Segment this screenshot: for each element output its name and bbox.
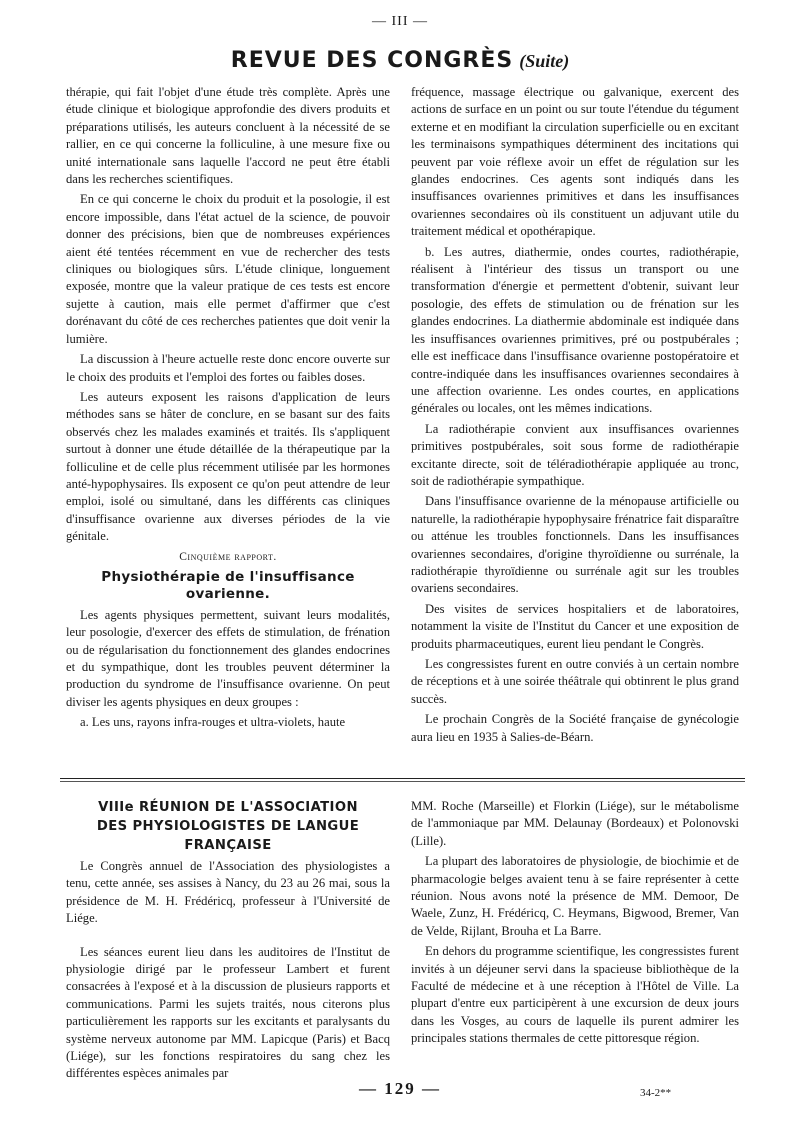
paragraph: fréquence, massage électrique ou galvanique, exercent des actions de surface en un point ou sur toute l'étendue du tégument externe et en modifiant la circulation superficielle ou en excitant les terminaisons sympathiques déterminent des incitations qui peuvent par voie réflexe avoir un effet de régulation sur les glandes endocrines. Ces agents sont indiqués dans les insuffisances ovariennes primitives et dans les insuffisances ovariennes secondaires où ils constituent un adjuvant utile du traitement médical et opothérapique. — [411, 85, 739, 239]
bottom-right-column — [411, 798, 739, 1051]
paragraph: Les séances eurent lieu dans les auditoires de l'Institut de physiologie dirigé par le professeur Lambert et furent consacrées à l'exposé et à la discussion de plusieurs rapports et communications. Parmi les sujets traités, nous citerons plus particulièrement les rapports sur les excitants et paralysants du système nerveux autonome par MM. Lapicque (Paris) et Bacq (Liége), sur les fonctions respiratoires du sang chez les différentes espèces animales par — [66, 944, 390, 1081]
paragraph: thérapie, qui fait l'objet d'une étude très complète. Après une étude clinique et biologique approfondie des divers produits et préparations utilisés, les auteurs concluent à la nécessité de se rallier, en ce qui concerne la folliculine, à une mesure fixe ou unité internationale sans laquelle l'accord ne peut être établi dans les recherches scientifiques. — [66, 85, 390, 187]
paragraph: MM. Roche (Marseille) et Florkin (Liége), sur le métabolisme de l'ammoniaque par MM. Delaunay (Bordeaux) et Polonovski (Lille). — [411, 799, 739, 848]
paragraph: b. Les autres, diathermie, ondes courtes, radiothérapie, réalisent à l'intérieur des tissus un transport ou une transformation d'énergie et permettent d'obtenir, suivant leur posologie, des effets de stimulation ou de frénation sur les glandes endocrines. La diathermie abdominale est indiquée dans les insuffisances ovariennes primitives, pré ou postpubérales ; elle est inefficace dans l'insuffisance ovarienne postopératoire et contre-indiquée dans les insuffisances ovariennes secondaires à une affection ovarienne. Les ondes courtes, en applications générales ou locales, ont les mêmes indications. — [411, 244, 739, 416]
reunion-heading — [66, 798, 390, 855]
rapport-label: Cinquième rapport. — [179, 550, 277, 563]
top-right-column — [411, 84, 739, 749]
page-code: 34-2** — [640, 1087, 672, 1099]
roman-page-marker: — III — — [372, 14, 428, 29]
section-heading: Physiothérapie de l'insuffisance ovarienne. — [101, 568, 355, 603]
section-divider-thin — [60, 781, 745, 782]
journal-title-suite: (Suite) — [519, 51, 570, 71]
paragraph: Le prochain Congrès de la Société française de gynécologie aura lieu en 1935 à Salies-de-Béarn. — [411, 712, 739, 744]
paragraph: La discussion à l'heure actuelle reste donc encore ouverte sur le choix des produits et l'emploi des fortes ou faibles doses. — [66, 352, 390, 384]
paragraph: Des visites de services hospitaliers et de laboratoires, notamment la visite de l'Institut du Cancer et une exposition de produits pharmaceutiques, eurent lieu pendant le Congrès. — [411, 601, 739, 651]
bottom-left-column — [66, 798, 390, 1086]
paragraph: La radiothérapie convient aux insuffisances ovariennes primitives postpubérales, soit sous forme de radiothérapie excitante directe, soit de téléradiothérapie appliquée au tronc, soit de radiothérapie sympathique. — [411, 421, 739, 488]
paragraph: En ce qui concerne le choix du produit et la posologie, il est encore impossible, dans l'état actuel de la science, de pouvoir donner des précisions, bien que de nombreuses expériences aient été tentées récemment en vue de rechercher des tests cliniques ou biologiques sûrs. L'étude clinique, longuement exposée, montre que la valeur pratique de ces tests est encore sujette à caution, mais elle permet d'affirmer que c'est dorénavant du côté de ces recherches patientes que doit venir la lumière. — [66, 192, 390, 346]
paragraph: En dehors du programme scientifique, les congressistes furent invités à un déjeuner servi dans la spacieuse bibliothèque de la Faculté de médecine et à une réception à l'Hôtel de Ville. La plupart d'entre eux participèrent à une excursion de deux jours dans les Vosges, au cours de laquelle ils purent admirer les principales stations thermales de cette pittoresque région. — [411, 944, 739, 1046]
page-number: — 129 — — [359, 1079, 441, 1098]
journal-title — [0, 48, 800, 73]
paragraph: a. Les uns, rayons infra-rouges et ultra-violets, haute — [80, 715, 346, 730]
paragraph: Dans l'insuffisance ovarienne de la ménopause artificielle ou naturelle, la radiothérapie hypophysaire frénatrice fait disparaître ou atténue les troubles fonctionnels. Dans les insuffisances ovariennes secondaires, d'origine thyroïdienne ou surrénale, la radiothérapie thyroïdienne ou surrénale agit sur les troubles ovariens secondaires. — [411, 494, 739, 596]
top-left-column — [66, 84, 390, 735]
paragraph: La plupart des laboratoires de physiologie, de biochimie et de pharmacologie belges avaient tenu à se faire représenter à cette réunion. Nous avons noté la présence de MM. Demoor, De Waele, Zunz, H. Frédéricq, C. Heymans, Bigwood, Bremer, Van de Velde, Rijlant, Brouha et La Barre. — [411, 854, 739, 938]
reunion-heading-line2: DES PHYSIOLOGISTES DE LANGUE FRANÇAISE — [96, 819, 360, 853]
paragraph: Les auteurs exposent les raisons d'application de leurs méthodes sans se hâter de conclure, en se basant sur des faits observés chez les malades examinés et traités. Ils s'appliquent surtout à donner une étude détaillée de la thérapeutique par la folliculine et de celle plus récemment utilisée par les hormones anté-hypophysaires. Ils exposent ce qu'on peut attendre de leur emploi, isolé ou simultané, dans les différents cas cliniques d'insuffisance ovarienne aux diverses périodes de la vie génitale. — [66, 389, 390, 544]
journal-title-text: REVUE DES CONGRÈS — [230, 48, 514, 73]
paragraph: Les agents physiques permettent, suivant leurs modalités, leur posologie, d'exercer des effets de stimulation, de frénation ou de régularisation du fonctionnement des glandes endocrines et du sympathique, dont les troubles peuvent déterminer la production du syndrome de l'insuffisance ovarienne. On peut diviser les agents physiques en deux groupes : — [66, 607, 390, 709]
paragraph: Le Congrès annuel de l'Association des physiologistes a tenu, cette année, ses assises à Nancy, du 23 au 26 mai, sous la présidence de M. H. Frédéricq, professeur à l'Université de Liége. — [66, 859, 390, 926]
section-divider — [60, 778, 745, 779]
paragraph: Les congressistes furent en outre conviés à un certain nombre de réceptions et à une soirée théâtrale qui obtinrent le plus grand succès. — [411, 657, 739, 706]
reunion-heading-line1: VIIIe RÉUNION DE L'ASSOCIATION — [98, 800, 358, 815]
